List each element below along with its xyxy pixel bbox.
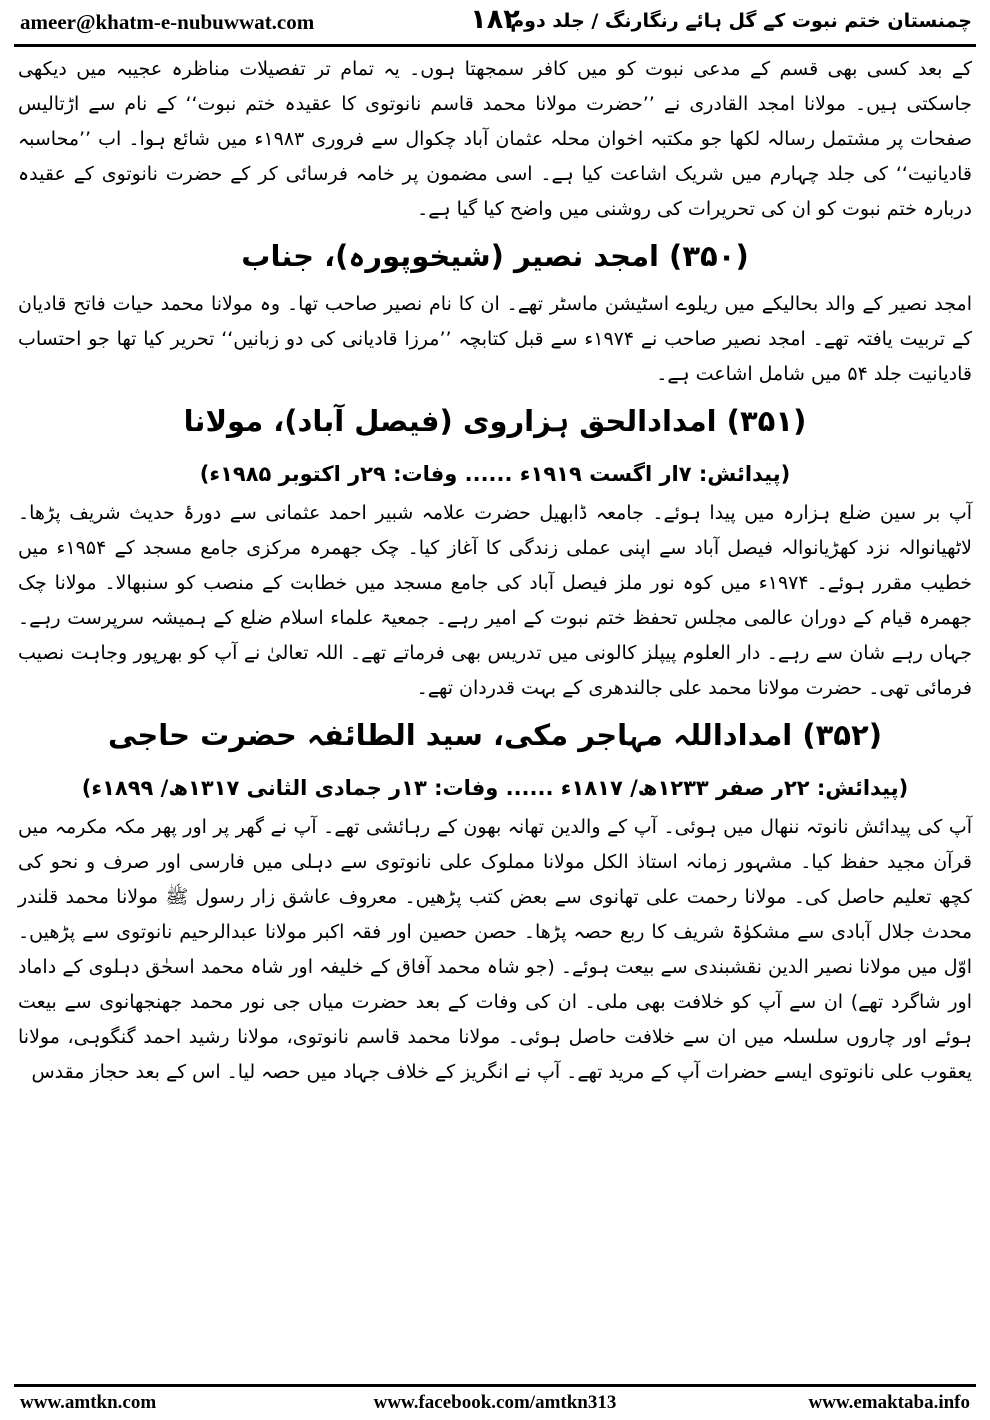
- footer-link-facebook[interactable]: www.facebook.com/amtkn313: [373, 1392, 617, 1413]
- footer-link-emaktaba[interactable]: www.emaktaba.info: [808, 1392, 970, 1413]
- page-body: [18, 52, 972, 1090]
- intro-paragraph: کے بعد کسی بھی قسم کے مدعی نبوت کو میں کافر سمجھتا ہوں۔ یہ تمام تر تفصیلات مناظرہ عجیبہ میں دیکھی جاسکتی ہیں۔ مولانا امجد القادری نے ’’حضرت مولانا محمد قاسم نانوتوی کا عقیدہ ختم نبوت‘‘ کے نام سے اڑتالیس صفحات پر مشتمل رسالہ لکھا جو مکتبہ اخوان محلہ عثمان آباد چکوال سے فروری ۱۹۸۳ء میں شائع ہوا۔ اب ’’محاسبہ قادیانیت‘‘ کی جلد چہارم میں شریک اشاعت کیا ہے۔ اسی مضمون پر خامہ فرسائی کر کے حضرت نانوتوی کے عقیدہ دربارہ ختم نبوت کو ان کی تحریرات کی روشنی میں واضح کیا گیا ہے۔: [18, 58, 972, 220]
- entry-352-text: آپ کی پیدائش نانوتہ ننھال میں ہوئی۔ آپ کے والدین تھانہ بھون کے رہائشی تھے۔ آپ نے گھر پر اور پھر مکہ مکرمہ میں قرآن مجید حفظ کیا۔ مشہور زمانہ استاذ الکل مولانا مملوک علی نانوتوی سے دہلی میں فارسی اور صرف و نحو کی کچھ تعلیم حاصل کی۔ مولانا رحمت علی تھانوی سے بعض کتب پڑھیں۔ معروف عاشق زار رسول ﷺ مولانا محمد قلندر محدث جلال آبادی سے مشکوٰۃ شریف کا ربع حصہ پڑھا۔ حصن حصین اور فقہ اکبر مولانا عبدالرحیم نانوتوی سے پڑھیں۔ اوّل میں مولانا نصیر الدین نقشبندی سے بیعت ہوئے۔ (جو شاہ محمد آفاق کے خلیفہ اور شاہ محمد اسحٰق دہلوی کے داماد اور شاگرد تھے) ان سے آپ کو خلافت بھی ملی۔ ان کی وفات کے بعد حضرت میاں جی نور محمد جھنجھانوی سے بیعت ہوئے اور چاروں سلسلہ میں ان سے خلافت حاصل ہوئی۔ مولانا محمد قاسم نانوتوی، مولانا رشید احمد گنگوہی، مولانا یعقوب علی نانوتوی ایسے حضرات آپ کے مرید تھے۔ آپ نے انگریز کے خلاف جہاد میں حصہ لیا۔ اس کے بعد حجاز مقدس: [18, 816, 972, 1083]
- entry-352-dates: (پیدائش: ۲۲ر صفر ۱۲۳۳ھ/ ۱۸۱۷ء ...... وفات: ۱۳ر جمادی الثانی ۱۳۱۷ھ/ ۱۸۹۹ء): [81, 776, 909, 800]
- footer-link-amtkn[interactable]: www.amtkn.com: [20, 1392, 157, 1413]
- entry-351-dates: (پیدائش: ۷ار اگست ۱۹۱۹ء ...... وفات: ۲۹ر اکتوبر ۱۹۸۵ء): [199, 462, 791, 486]
- header-email: ameer@khatm-e-nubuwwat.com: [20, 10, 315, 34]
- page-footer: [14, 1390, 976, 1418]
- entry-351-heading: (۳۵۱) امدادالحق ہزاروی (فیصل آباد)، مولانا: [183, 404, 807, 438]
- entry-350-text: امجد نصیر کے والد بحالیکے میں ریلوے اسٹیشن ماسٹر تھے۔ ان کا نام نصیر صاحب تھا۔ وہ مولانا محمد حیات فاتح قادیان کے تربیت یافتہ تھے۔ امجد نصیر صاحب نے ۱۹۷۴ء سے قبل کتابچہ ’’مرزا قادیانی کی دو زبانیں‘‘ تحریر کیا تھا جو احتساب قادیانیت جلد ۵۴ میں شامل اشاعت ہے۔: [18, 293, 972, 385]
- header-divider: [14, 44, 976, 47]
- page-header: [14, 0, 976, 44]
- entry-350-heading: (۳۵۰) امجد نصیر (شیخوپورہ)، جناب: [241, 239, 749, 273]
- entry-351-text: آپ بر سین ضلع ہزارہ میں پیدا ہوئے۔ جامعہ ڈابھیل حضرت علامہ شبیر احمد عثمانی سے دورۂ حدیث شریف پڑھا۔ لاٹھیانوالہ نزد کھڑیانوالہ فیصل آباد سے اپنی عملی زندگی کا آغاز کیا۔ چک جھمرہ مرکزی جامع مسجد کے ۱۹۵۴ء میں خطیب مقرر ہوئے۔ ۱۹۷۴ء میں کوہ نور ملز فیصل آباد کی جامع مسجد میں خطابت کے منصب کو سنبھالا۔ مولانا چک جھمرہ قیام کے دوران عالمی مجلس تحفظ ختم نبوت کے امیر رہے۔ جمعیۃ علماء اسلام ضلع کے ہمیشہ سرپرست رہے۔ جہاں رہے شان سے رہے۔ دار العلوم پیپلز کالونی میں تدریس بھی فرماتے تھے۔ اللہ تعالیٰ نے آپ کو بھرپور وجاہت نصیب فرمائی تھی۔ حضرت مولانا محمد علی جالندھری کے بہت قدردان تھے۔: [18, 502, 972, 699]
- footer-divider: [14, 1384, 976, 1387]
- entry-352-heading: (۳۵۲) امداداللہ مہاجر مکی، سید الطائفہ حضرت حاجی: [108, 718, 882, 752]
- book-title: چمنستان ختم نبوت کے گل ہائے رنگارنگ / جلد دوم: [510, 10, 972, 32]
- page-number: ۱۸۲: [470, 4, 520, 35]
